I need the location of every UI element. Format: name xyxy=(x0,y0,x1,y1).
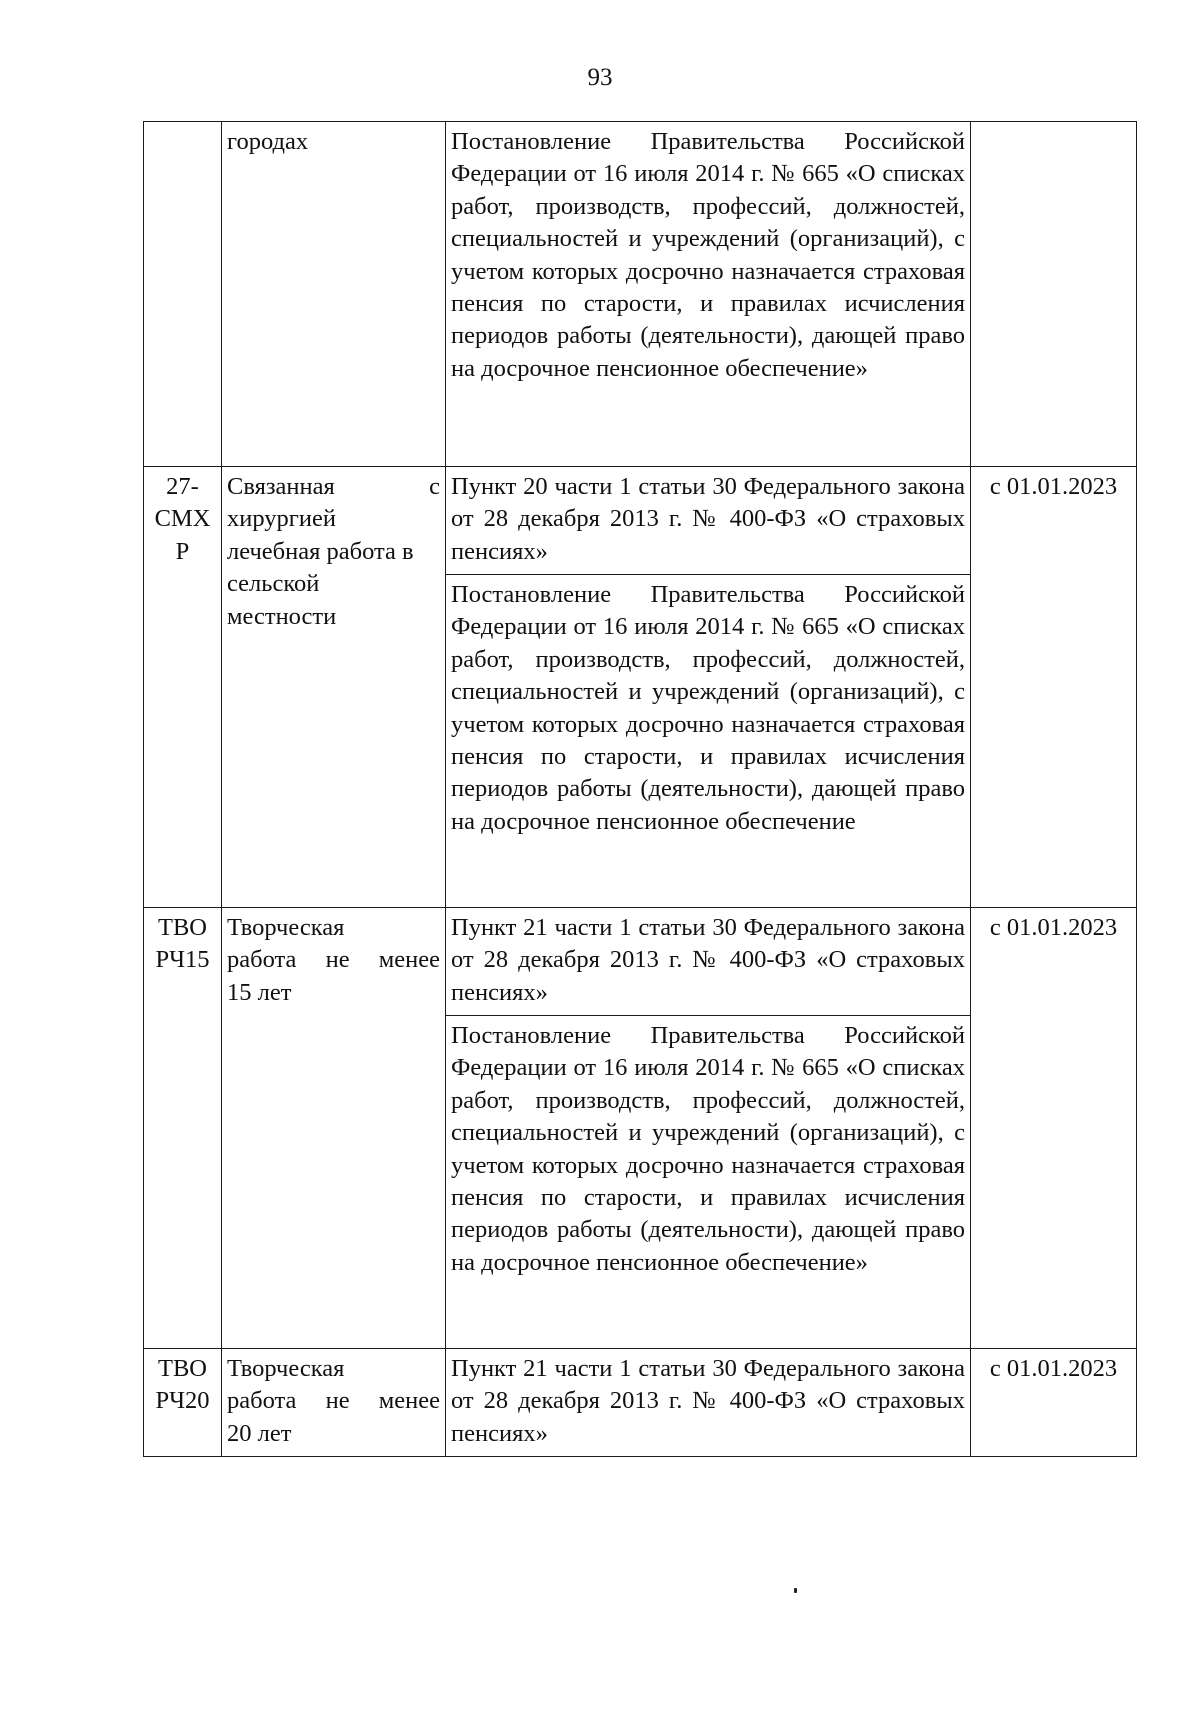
date-cell xyxy=(971,1349,1137,1457)
table-row xyxy=(144,122,1137,467)
basis-cell xyxy=(446,122,971,467)
pension-table xyxy=(143,121,1137,1457)
basis-cell xyxy=(446,467,971,575)
activity-cell xyxy=(222,122,446,467)
effective-date: с 01.01.2023 xyxy=(989,1355,1118,1382)
basis-text: Пункт 21 части 1 статьи 30 Федерального закона от 28 декабря 2013 г. № 400-ФЗ «О страховых пенсиях» xyxy=(451,1355,965,1447)
basis-cell xyxy=(446,1016,971,1349)
basis-cell xyxy=(446,1349,971,1457)
code-cell xyxy=(144,122,222,467)
code-cell: ТВО РЧ20 xyxy=(144,1349,222,1457)
activity-cell: Творческая работа не менее 15 лет xyxy=(222,908,446,1349)
date-cell xyxy=(971,467,1137,908)
basis-text: Пункт 21 части 1 статьи 30 Федерального закона от 28 декабря 2013 г. № 400-ФЗ «О страховых пенсиях» xyxy=(451,914,965,1006)
activity-text: городах xyxy=(227,128,309,155)
basis-cell xyxy=(446,575,971,908)
code-cell: 27- СМХ Р xyxy=(144,467,222,908)
date-cell xyxy=(971,122,1137,467)
effective-date: с 01.01.2023 xyxy=(989,914,1118,941)
activity-cell: Связанная с хирургией лечебная работа в сельской местности xyxy=(222,467,446,908)
date-cell xyxy=(971,908,1137,1349)
basis-text: Постановление Правительства Российской Федерации от 16 июля 2014 г. № 665 «О списках работ, производств, профессий, должностей, специальностей и учреждений (организаций), с учетом которых досрочно назначается страховая пенсия по старости, и правилах исчисления периодов работы (деятельности), дающей право на досрочное пенсионное обеспечение» xyxy=(451,128,965,382)
basis-text: Пункт 20 части 1 статьи 30 Федерального закона от 28 декабря 2013 г. № 400-ФЗ «О страховых пенсиях» xyxy=(451,473,965,565)
table-row xyxy=(144,467,1137,575)
effective-date: с 01.01.2023 xyxy=(989,473,1118,500)
table-row xyxy=(144,908,1137,1016)
basis-text: Постановление Правительства Российской Федерации от 16 июля 2014 г. № 665 «О списках работ, производств, профессий, должностей, специальностей и учреждений (организаций), с учетом которых досрочно назначается страховая пенсия по старости, и правилах исчисления периодов работы (деятельности), дающей право на досрочное пенсионное обеспечение» xyxy=(451,1022,965,1276)
basis-text: Постановление Правительства Российской Федерации от 16 июля 2014 г. № 665 «О списках работ, производств, профессий, должностей, специальностей и учреждений (организаций), с учетом которых досрочно назначается страховая пенсия по старости, и правилах исчисления периодов работы (деятельности), дающей право на досрочное пенсионное обеспечение xyxy=(451,581,965,835)
scan-speck xyxy=(794,1588,797,1593)
table-row xyxy=(144,1349,1137,1457)
activity-cell: Творческая работа не менее 20 лет xyxy=(222,1349,446,1457)
code-cell: ТВО РЧ15 xyxy=(144,908,222,1349)
basis-cell xyxy=(446,908,971,1016)
page-number: 93 xyxy=(587,64,613,91)
